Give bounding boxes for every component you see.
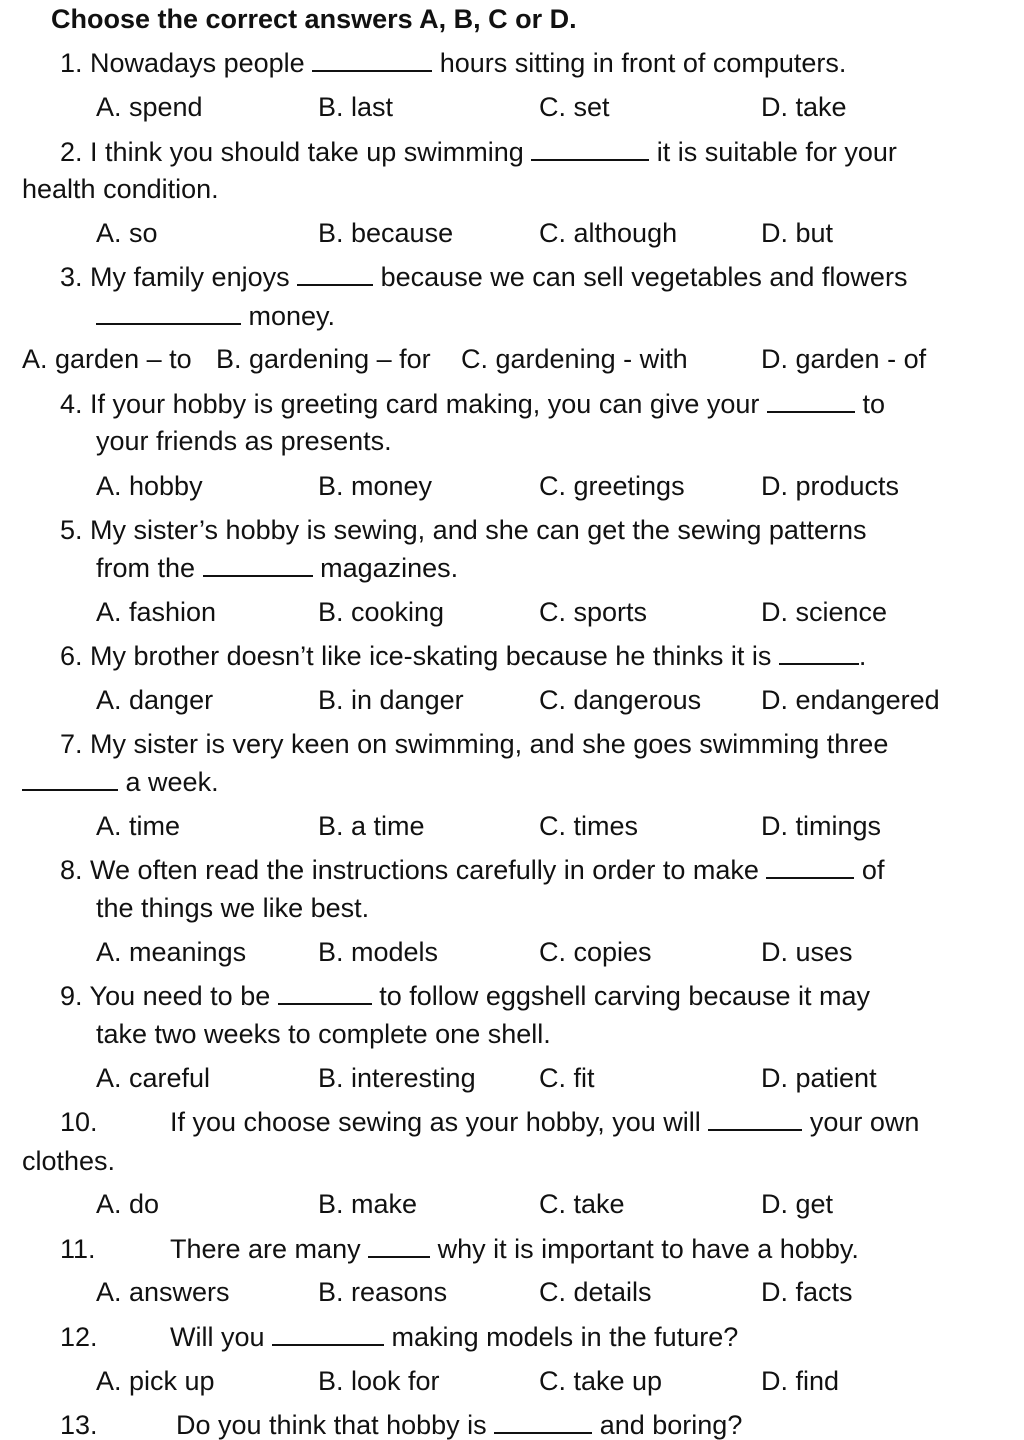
option-a: A. time	[96, 811, 181, 841]
option-b: B. because	[318, 218, 454, 248]
question-2	[60, 139, 897, 166]
heading: Choose the correct answers A, B, C or D.	[51, 4, 577, 34]
option-c: C. greetings	[539, 471, 685, 501]
option-d: D. patient	[761, 1063, 877, 1093]
question-7	[60, 731, 888, 758]
option-a: A. do	[96, 1189, 160, 1219]
question-text: because we can sell vegetables and flowers	[380, 262, 908, 292]
question-text: money.	[248, 301, 336, 331]
question-text: your own	[809, 1107, 920, 1137]
question-number: 7.	[60, 729, 83, 759]
answer-blank	[494, 1431, 592, 1434]
question-8	[60, 857, 884, 884]
question-text: Will you	[170, 1322, 265, 1352]
question-3-continued	[96, 303, 335, 330]
option-b: B. reasons	[318, 1277, 448, 1307]
question-text: My brother doesn’t like ice-skating because he thinks it is	[90, 641, 772, 671]
option-d: D. science	[761, 597, 888, 627]
answer-blank	[22, 788, 118, 791]
option-d: D. get	[761, 1189, 834, 1219]
question-12	[60, 1324, 738, 1351]
question-number: 13.	[60, 1410, 98, 1440]
option-d: D. facts	[761, 1277, 853, 1307]
question-number: 12.	[60, 1322, 98, 1352]
question-text: of	[861, 855, 885, 885]
answer-blank	[203, 574, 313, 577]
answer-blank	[272, 1343, 384, 1346]
question-4-continued: your friends as presents.	[96, 426, 392, 456]
question-number: 8.	[60, 855, 83, 885]
option-b: B. money	[318, 471, 433, 501]
option-c: C. although	[539, 218, 678, 248]
question-7-continued	[22, 769, 219, 796]
option-a: A. meanings	[96, 937, 247, 967]
question-text: magazines.	[320, 553, 459, 583]
question-text: I think you should take up swimming	[90, 137, 524, 167]
answer-blank	[297, 283, 373, 286]
option-d: D. but	[761, 218, 834, 248]
option-a: A. answers	[96, 1277, 230, 1307]
option-a: A. careful	[96, 1063, 211, 1093]
answer-blank	[278, 1002, 372, 1005]
question-13	[60, 1412, 742, 1439]
question-text: why it is important to have a hobby.	[437, 1234, 859, 1264]
answer-blank	[767, 410, 855, 413]
question-10	[60, 1109, 919, 1136]
option-b: B. make	[318, 1189, 418, 1219]
question-text: We often read the instructions carefully in order to make	[90, 855, 759, 885]
option-a: A. pick up	[96, 1366, 215, 1396]
question-text: making models in the future?	[391, 1322, 739, 1352]
answer-blank	[368, 1255, 430, 1258]
question-10-continued: clothes.	[22, 1146, 116, 1176]
question-number: 3.	[60, 262, 83, 292]
question-text: My sister’s hobby is sewing, and she can get the sewing patterns	[90, 515, 867, 545]
option-d: D. uses	[761, 937, 853, 967]
option-a: A. fashion	[96, 597, 217, 627]
question-2-continued: health condition.	[22, 174, 219, 204]
answer-blank	[779, 662, 859, 665]
option-c: C. take up	[539, 1366, 663, 1396]
question-3	[60, 264, 907, 291]
option-d: D. take	[761, 92, 847, 122]
option-c: C. dangerous	[539, 685, 702, 715]
question-6	[60, 643, 866, 670]
option-c: C. times	[539, 811, 639, 841]
question-text: a week.	[125, 767, 219, 797]
question-11	[60, 1236, 859, 1263]
option-a: A. so	[96, 218, 158, 248]
question-5	[60, 517, 866, 544]
answer-blank	[766, 876, 854, 879]
option-b: B. a time	[318, 811, 425, 841]
question-text: My sister is very keen on swimming, and she goes swimming three	[90, 729, 889, 759]
question-9	[60, 983, 870, 1010]
question-text: from the	[96, 553, 196, 583]
question-text: You need to be	[89, 981, 271, 1011]
option-b: B. in danger	[318, 685, 464, 715]
option-b: B. cooking	[318, 597, 445, 627]
question-4	[60, 391, 885, 418]
question-text: Do you think that hobby is	[176, 1410, 487, 1440]
question-text: and boring?	[599, 1410, 743, 1440]
answer-blank	[531, 158, 649, 161]
question-number: 10.	[60, 1107, 98, 1137]
question-text: If your hobby is greeting card making, you can give your	[90, 389, 760, 419]
option-d: D. garden - of	[761, 344, 927, 374]
question-text: it is suitable for your	[656, 137, 897, 167]
option-a: A. garden – to	[22, 344, 192, 374]
option-a: A. spend	[96, 92, 203, 122]
option-c: C. fit	[539, 1063, 595, 1093]
option-c: C. details	[539, 1277, 652, 1307]
option-b: B. interesting	[318, 1063, 476, 1093]
question-text: .	[858, 641, 867, 671]
question-number: 2.	[60, 137, 83, 167]
option-c: C. take	[539, 1189, 625, 1219]
question-number: 4.	[60, 389, 83, 419]
question-text: My family enjoys	[90, 262, 290, 292]
question-text: Nowadays people	[90, 48, 305, 78]
answer-blank	[708, 1128, 802, 1131]
option-c: C. sports	[539, 597, 648, 627]
answer-blank	[96, 322, 241, 325]
option-b: B. models	[318, 937, 439, 967]
option-c: C. copies	[539, 937, 652, 967]
option-c: C. gardening - with	[461, 344, 688, 374]
question-number: 6.	[60, 641, 83, 671]
question-5-continued	[96, 555, 458, 582]
option-c: C. set	[539, 92, 610, 122]
option-b: B. last	[318, 92, 394, 122]
question-text: to follow eggshell carving because it may	[379, 981, 871, 1011]
question-text: There are many	[170, 1234, 361, 1264]
question-text: If you choose sewing as your hobby, you will	[170, 1107, 701, 1137]
question-9-continued: take two weeks to complete one shell.	[96, 1019, 551, 1049]
question-number: 9.	[60, 981, 83, 1011]
option-d: D. products	[761, 471, 900, 501]
option-a: A. hobby	[96, 471, 203, 501]
option-d: D. timings	[761, 811, 882, 841]
option-b: B. gardening – for	[216, 344, 431, 374]
question-number: 11.	[60, 1234, 96, 1264]
option-d: D. find	[761, 1366, 840, 1396]
question-number: 5.	[60, 515, 83, 545]
question-8-continued: the things we like best.	[96, 893, 370, 923]
answer-blank	[312, 69, 432, 72]
option-b: B. look for	[318, 1366, 440, 1396]
question-1	[60, 50, 846, 77]
question-number: 1.	[60, 48, 83, 78]
option-a: A. danger	[96, 685, 214, 715]
question-text: hours sitting in front of computers.	[439, 48, 847, 78]
question-text: to	[862, 389, 885, 419]
option-d: D. endangered	[761, 685, 940, 715]
